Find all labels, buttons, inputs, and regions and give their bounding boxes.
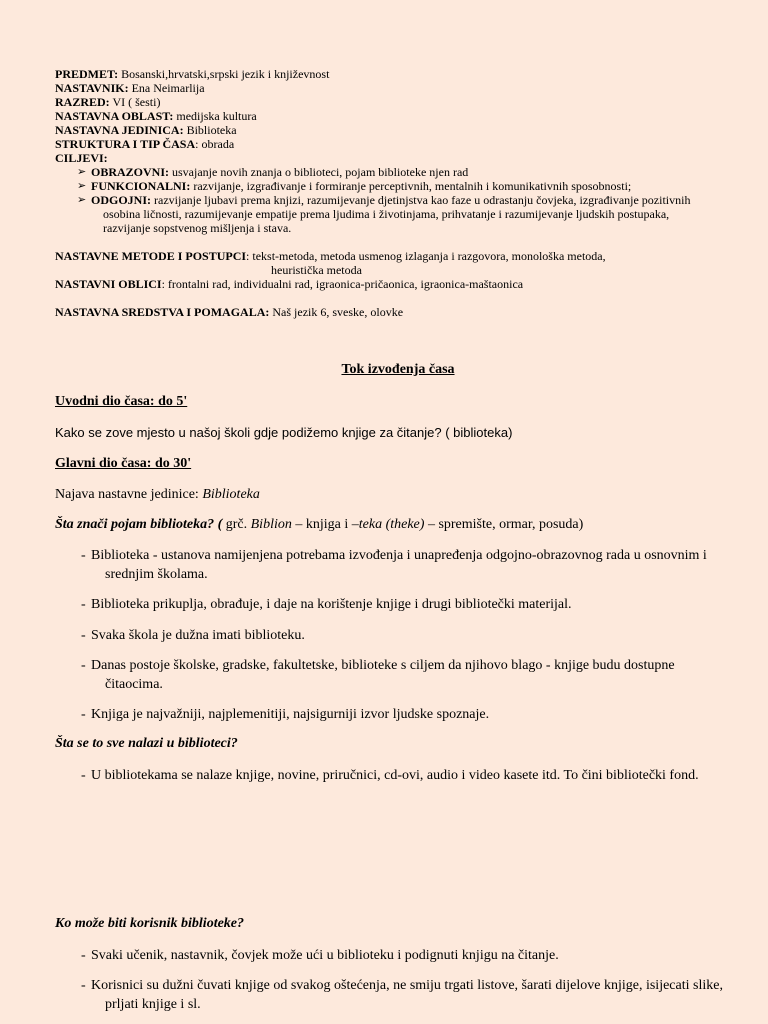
goal-label: FUNKCIONALNI: <box>91 179 191 193</box>
area-value: medijska kultura <box>173 109 257 123</box>
question-note: – spremište, ormar, posuda) <box>424 517 584 532</box>
unit-label: NASTAVNA JEDINICA: <box>55 123 184 137</box>
teacher-row <box>55 81 745 95</box>
list-item <box>81 656 741 694</box>
list-item <box>81 946 741 965</box>
question-note: grč. <box>222 517 251 532</box>
unit-value: Biblioteka <box>183 123 237 137</box>
structure-value: : obrada <box>195 137 235 151</box>
grade-value: VI ( šesti) <box>109 95 161 109</box>
goal-label: ODGOJNI: <box>91 193 151 207</box>
question-contents: Šta se to sve nalazi u biblioteci? <box>55 736 238 751</box>
list-item-text: Danas postoje školske, gradske, fakultetske, biblioteke s ciljem da njihovo blago - knjige budu dostupne <box>91 658 675 673</box>
question-users: Ko može biti korisnik biblioteke? <box>55 916 245 931</box>
subject-label: PREDMET: <box>55 67 119 81</box>
goal-item <box>77 165 745 179</box>
goal-text: usvajanje novih znanja o biblioteci, pojam biblioteke njen rad <box>169 165 469 179</box>
subject-row <box>55 67 745 81</box>
lesson-header <box>55 67 745 319</box>
area-label: NASTAVNA OBLAST: <box>55 109 174 123</box>
goal-item <box>77 193 745 235</box>
list-item-text: Biblioteka - ustanova namijenjena potrebama izvođenja i unapređenja odgojno-obrazovnog rada u osnovnim i <box>91 548 707 563</box>
grade-row <box>55 95 745 109</box>
goals-list <box>77 165 745 235</box>
list-item <box>81 705 741 724</box>
list-item-text-continued: srednjim školama. <box>105 567 208 582</box>
goal-text: razvijanje, izgrađivanje i formiranje perceptivnih, mentalnih i komunikativnih sposobnosti; <box>190 179 632 193</box>
list-item-text: Biblioteka prikuplja, obrađuje, i daje na korištenje knjige i drugi bibliotečki materijal. <box>91 597 572 612</box>
arrow-bullet-icon: ➢ <box>77 166 87 178</box>
methods-value-continued: heuristička metoda <box>271 263 362 277</box>
intro-heading: Uvodni dio časa: do 5' <box>55 394 188 409</box>
forms-row <box>55 277 745 291</box>
dash-bullet-icon: - <box>81 628 86 643</box>
list-item <box>81 976 741 1014</box>
question-note: – knjiga i – <box>291 517 359 532</box>
dash-bullet-icon: - <box>81 978 86 993</box>
list-item <box>81 626 741 645</box>
list-item-text: Knjiga je najvažniji, najplemenitiji, najsigurniji izvor ljudske spoznaje. <box>91 707 490 722</box>
lesson-flow-title: Tok izvođenja časa <box>341 362 455 377</box>
forms-label: NASTAVNI OBLICI <box>55 277 162 291</box>
dash-bullet-icon: - <box>81 658 86 673</box>
area-row <box>55 109 745 123</box>
main-heading: Glavni dio časa: do 30' <box>55 456 192 471</box>
goal-text-continued: osobina ličnosti, razumijevanje empatije prema ljudima i životinjama, prihvatanje i razumijevanje ljudskih postupaka, <box>103 207 670 221</box>
announcement-unit: Biblioteka <box>202 487 260 502</box>
question-term: Biblion <box>250 517 292 532</box>
list-item-text-continued: čitaocima. <box>105 677 163 692</box>
methods-label: NASTAVNE METODE I POSTUPCI <box>55 249 247 263</box>
structure-label: STRUKTURA I TIP ČASA <box>55 137 196 151</box>
list-item-text: Korisnici su dužni čuvati knjige od svakog oštećenja, ne smiju trgati listove, šarati dijelove knjige, isijecati slike, <box>91 978 723 993</box>
dash-bullet-icon: - <box>81 768 86 783</box>
methods-row <box>55 249 745 263</box>
list-item <box>81 546 741 584</box>
question-term: teka (theke) <box>358 517 425 532</box>
teacher-label: NASTAVNIK: <box>55 81 129 95</box>
goal-label: OBRAZOVNI: <box>91 165 170 179</box>
unit-row <box>55 123 745 137</box>
announcement-text: Najava nastavne jedinice: <box>55 487 203 502</box>
question-meaning <box>55 517 583 533</box>
methods-value: : tekst-metoda, metoda usmenog izlaganja i razgovora, monološka metoda, <box>246 249 606 263</box>
materials-label: NASTAVNA SREDSTVA I POMAGALA: <box>55 305 270 319</box>
question-text: Šta znači pojam biblioteka? ( <box>55 517 223 532</box>
goals-row <box>55 151 745 165</box>
list-item-text-continued: prljati knjige i sl. <box>105 997 201 1012</box>
arrow-bullet-icon: ➢ <box>77 180 87 192</box>
dash-bullet-icon: - <box>81 548 86 563</box>
dash-bullet-icon: - <box>81 707 86 722</box>
dash-bullet-icon: - <box>81 948 86 963</box>
arrow-bullet-icon: ➢ <box>77 194 87 206</box>
materials-value: Naš jezik 6, sveske, olovke <box>269 305 404 319</box>
list-item-text: U bibliotekama se nalaze knjige, novine, priručnici, cd-ovi, audio i video kasete itd. To čini bibliotečki fond. <box>91 768 699 783</box>
goal-text-continued: razvijanje sopstvenog mišljenja i stava. <box>103 221 292 235</box>
list-item-text: Svaka škola je dužna imati biblioteku. <box>91 628 305 643</box>
goal-text: razvijanje ljubavi prema knjizi, razumijevanje djetinjstva kao faze u odrastanju čovjeka, izgrađivanje pozitivnih <box>151 193 691 207</box>
list-item <box>81 595 741 614</box>
goal-item <box>77 179 745 193</box>
materials-row <box>55 305 745 319</box>
list-item <box>81 766 741 785</box>
forms-value: : frontalni rad, individualni rad, igraonica-pričaonica, igraonica-maštaonica <box>161 277 524 291</box>
subject-value: Bosanski,hrvatski,srpski jezik i književnost <box>118 67 330 81</box>
grade-label: RAZRED: <box>55 95 110 109</box>
list-item-text: Svaki učenik, nastavnik, čovjek može ući u biblioteku i podignuti knjigu na čitanje. <box>91 948 559 963</box>
goals-label: CILJEVI: <box>55 151 108 165</box>
teacher-value: Ena Neimarlija <box>128 81 205 95</box>
intro-question: Kako se zove mjesto u našoj školi gdje podižemo knjige za čitanje? ( biblioteka) <box>55 425 513 440</box>
structure-row <box>55 137 745 151</box>
dash-bullet-icon: - <box>81 597 86 612</box>
unit-announcement <box>55 487 260 503</box>
